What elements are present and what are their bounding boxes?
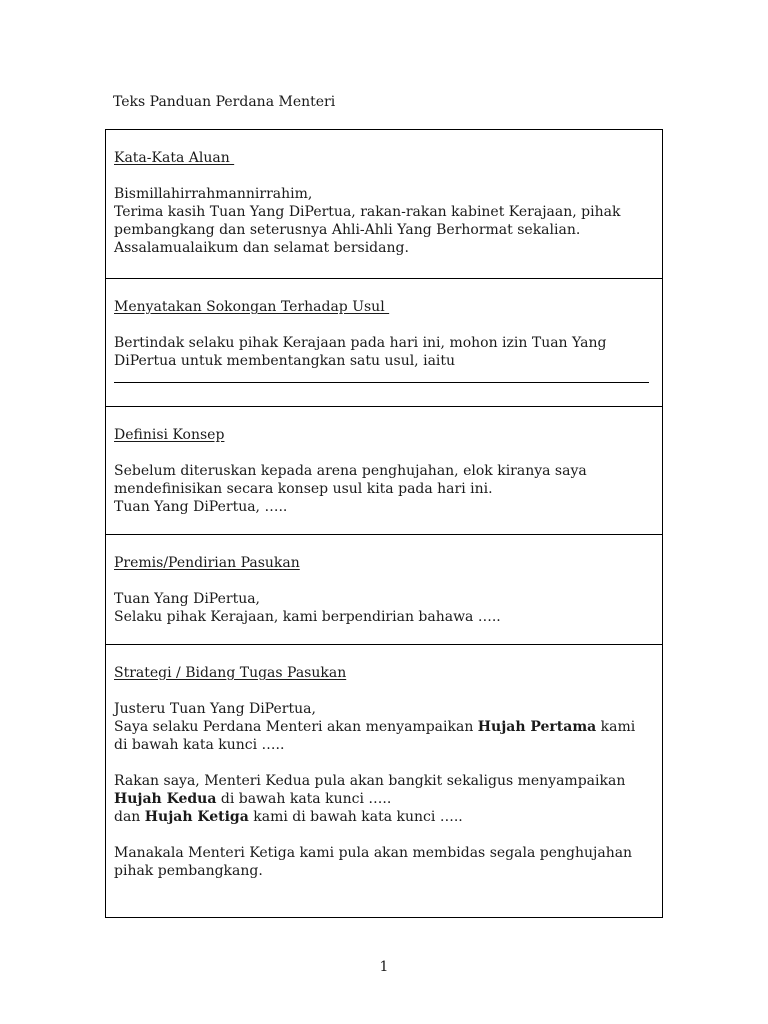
- section-heading: Strategi / Bidang Tugas Pasukan: [114, 665, 347, 681]
- fill-in-blank-line: [114, 382, 649, 383]
- section-definisi-konsep: [106, 406, 662, 534]
- body-line: Tuan Yang DiPertua,: [114, 591, 261, 607]
- section-body: [114, 772, 654, 826]
- text-run: di bawah kata kunci …..: [216, 791, 392, 807]
- body-line: Assalamualaikum dan selamat bersidang.: [114, 240, 409, 256]
- section-heading: Kata-Kata Aluan: [114, 150, 235, 166]
- body-line: [114, 808, 654, 826]
- section-heading: Menyatakan Sokongan Terhadap Usul: [114, 299, 390, 315]
- body-line: mendefinisikan secara konsep usul kita pada hari ini.: [114, 481, 493, 497]
- body-line: pembangkang dan seterusnya Ahli-Ahli Yang Berhormat sekalian.: [114, 222, 581, 238]
- document-title: Teks Panduan Perdana Menteri: [113, 94, 336, 110]
- text-run: kami: [596, 719, 636, 735]
- section-body: [114, 462, 654, 516]
- body-line: Bertindak selaku pihak Kerajaan pada hari ini, mohon izin Tuan Yang: [114, 335, 607, 351]
- body-line: Terima kasih Tuan Yang DiPertua, rakan-rakan kabinet Kerajaan, pihak: [114, 204, 621, 220]
- body-line: pihak pembangkang.: [114, 863, 263, 879]
- body-line: Bismillahirrahmannirrahim,: [114, 186, 313, 202]
- section-body: [114, 185, 654, 257]
- section-premis-pendirian: [106, 534, 662, 644]
- bold-term: Hujah Kedua: [114, 791, 217, 807]
- section-kata-kata-aluan: [106, 130, 662, 278]
- body-line: [114, 718, 654, 736]
- text-run: dan: [114, 809, 145, 825]
- section-heading: Definisi Konsep: [114, 427, 225, 443]
- body-line: Manakala Menteri Ketiga kami pula akan membidas segala penghujahan: [114, 845, 633, 861]
- page-number: 1: [379, 959, 389, 975]
- section-body: [114, 700, 654, 754]
- bold-term: Hujah Pertama: [477, 719, 597, 735]
- section-menyatakan-sokongan: [106, 278, 662, 406]
- section-body: [114, 334, 654, 370]
- body-line: Tuan Yang DiPertua, …..: [114, 499, 288, 515]
- section-body: [114, 590, 654, 626]
- bold-term: Hujah Ketiga: [144, 809, 249, 825]
- section-body: [114, 844, 654, 880]
- text-run: kami di bawah kata kunci …..: [248, 809, 463, 825]
- text-run: Saya selaku Perdana Menteri akan menyampaikan: [114, 719, 478, 735]
- body-line: Sebelum diteruskan kepada arena penghujahan, elok kiranya saya: [114, 463, 587, 479]
- body-line: Rakan saya, Menteri Kedua pula akan bangkit sekaligus menyampaikan: [114, 773, 626, 789]
- section-strategi-bidang-tugas: [106, 644, 662, 917]
- body-line: [114, 790, 654, 808]
- section-heading: Premis/Pendirian Pasukan: [114, 555, 300, 571]
- body-line: Justeru Tuan Yang DiPertua,: [114, 701, 316, 717]
- body-line: di bawah kata kunci …..: [114, 737, 285, 753]
- body-line: Selaku pihak Kerajaan, kami berpendirian bahawa …..: [114, 609, 501, 625]
- body-line: DiPertua untuk membentangkan satu usul, iaitu: [114, 353, 456, 369]
- guide-table: [105, 129, 663, 918]
